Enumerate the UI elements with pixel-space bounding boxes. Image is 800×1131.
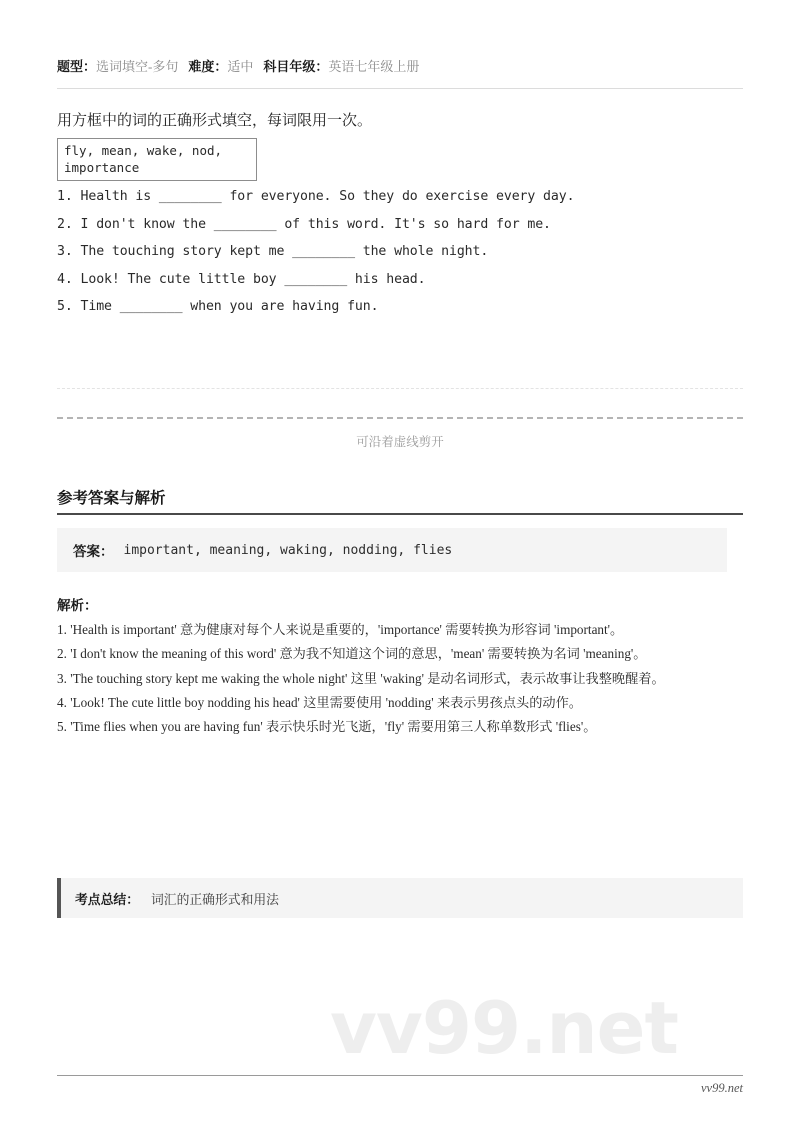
key-point-label: 考点总结： <box>75 892 139 907</box>
watermark-text: vv99.net <box>330 986 678 1070</box>
explanation-item-5: 5. 'Time flies when you are having fun' 表示快乐时光飞逝，'fly' 需要用第三人称单数形式 'flies'。 <box>57 719 597 735</box>
answer-section-heading: 参考答案与解析 <box>57 490 166 507</box>
question-item-2: 2. I don't know the ________ of this word. It's so hard for me. <box>57 216 551 232</box>
word-bank-line-2: importance <box>64 160 140 175</box>
subject-grade-label: 科目年级： <box>263 59 329 74</box>
header-divider <box>57 88 743 89</box>
key-point-box <box>57 878 743 918</box>
explanation-item-4: 4. 'Look! The cute little boy nodding his head' 这里需要使用 'nodding' 来表示男孩点头的动作。 <box>57 694 582 710</box>
instruction-text: 用方框中的词的正确形式填空，每词限用一次。 <box>57 113 373 129</box>
answer-box <box>57 528 727 572</box>
cut-dashed-divider <box>57 417 743 419</box>
subject-grade-value: 英语七年级上册 <box>328 59 420 74</box>
faint-dashed-divider <box>57 388 743 389</box>
question-item-3: 3. The touching story kept me ________ the whole night. <box>57 244 489 259</box>
question-item-5: 5. Time ________ when you are having fun. <box>57 299 379 314</box>
word-bank-box <box>57 138 257 181</box>
explanation-item-1: 1. 'Health is important' 意为健康对每个人来说是重要的，'importance' 需要转换为形容词 'important'。 <box>57 622 624 637</box>
question-type-value: 选词填空-多句 <box>96 59 179 74</box>
explanation-item-3: 3. 'The touching story kept me waking the whole night' 这里 'waking' 是动名词形式，表示故事让我整晚醒着。 <box>57 670 665 686</box>
difficulty-value: 适中 <box>227 59 254 74</box>
explanation-item-2: 2. 'I don't know the meaning of this word' 意为我不知道这个词的意思，'mean' 需要转换为名词 'meaning'。 <box>57 646 647 662</box>
explanation-body <box>57 618 747 739</box>
question-item-4: 4. Look! The cute little boy ________ his head. <box>57 271 426 287</box>
question-list <box>57 183 747 321</box>
question-type-label: 题型： <box>57 59 97 74</box>
answer-label: 答案： <box>73 544 114 559</box>
difficulty-label: 难度： <box>188 59 228 74</box>
answer-value: important, meaning, waking, nodding, flies <box>123 542 453 558</box>
answer-section-divider <box>57 513 743 515</box>
question-meta <box>57 58 419 76</box>
key-point-value: 词汇的正确形式和用法 <box>150 892 279 907</box>
word-bank-line-1: fly, mean, wake, nod, <box>64 143 223 158</box>
question-item-1: 1. Health is ________ for everyone. So they do exercise every day. <box>57 189 575 204</box>
footer-divider <box>57 1075 743 1076</box>
explanation-label: 解析： <box>57 598 98 613</box>
cut-hint-label: 可沿着虚线剪开 <box>356 435 444 449</box>
footer-site-label: vv99.net <box>701 1081 743 1095</box>
